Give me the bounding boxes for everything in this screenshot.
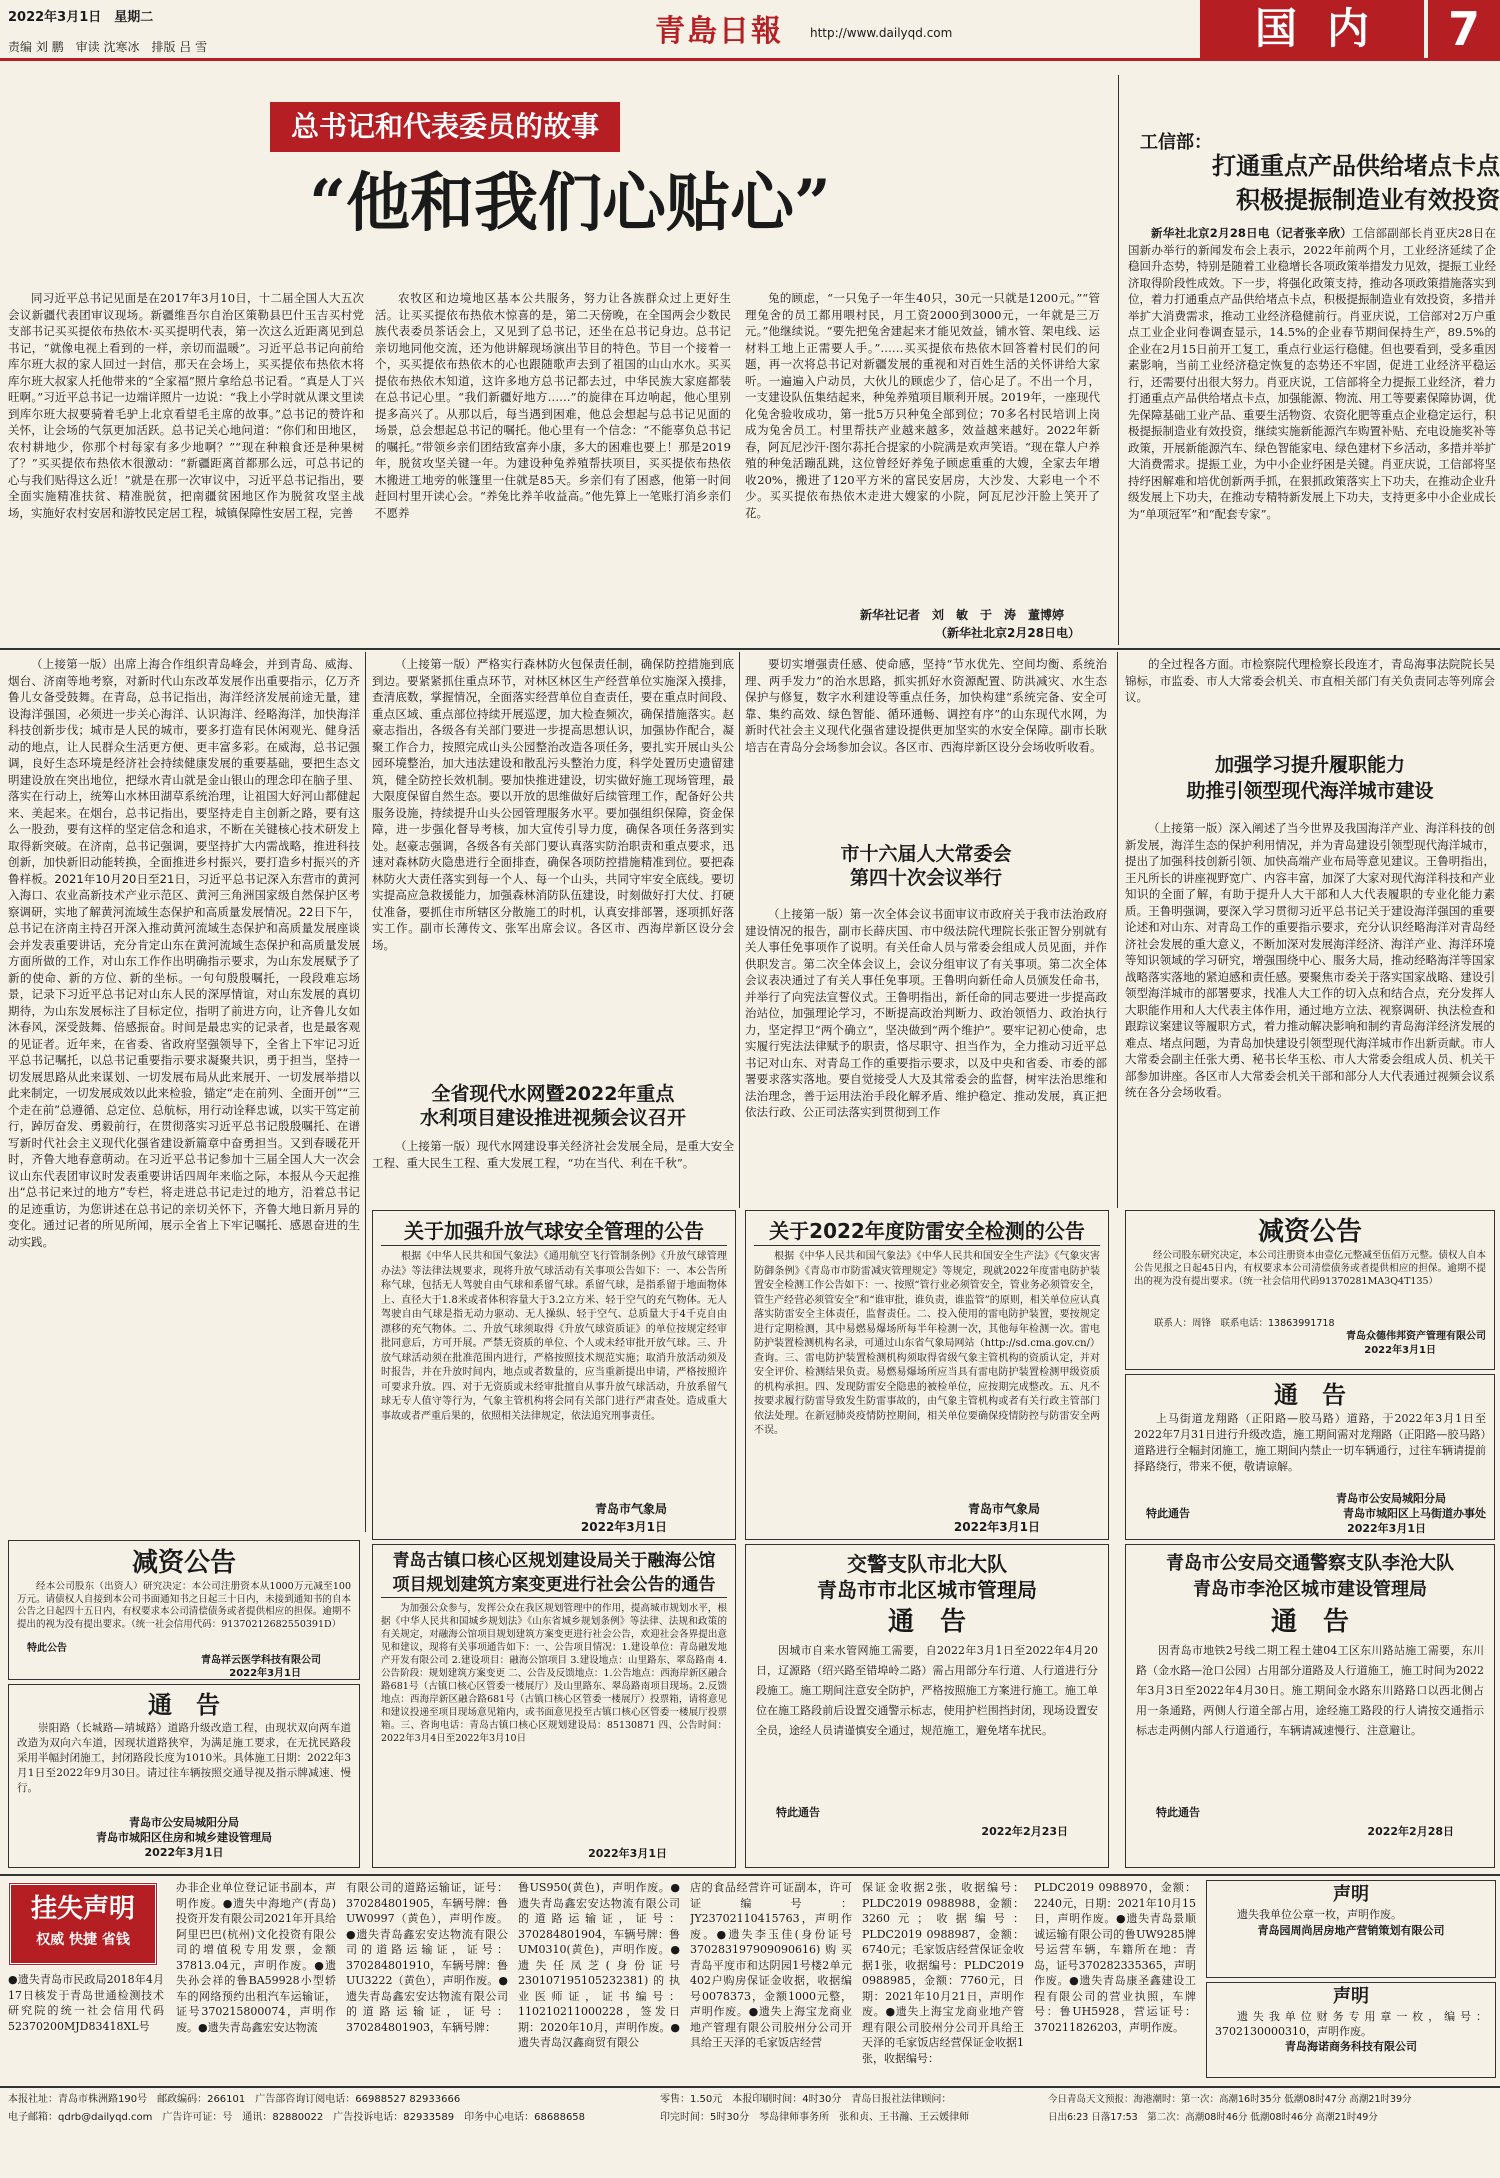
col-d-top: 的全过程各方面。市检察院代理检察长段连才，青岛海事法院院长吴锦标，市监委、市人大常委会机关、市直相关部门有关负责同志等列席会议。 (1125, 657, 1495, 704)
notice-capital-signer: 青岛众德伟邦资产管理有限公司 (1346, 1331, 1486, 1342)
notice-road1-title: 通 告 (1274, 1381, 1346, 1409)
notice-road2-signer2: 青岛市城阳区住房和城乡建设管理局 (96, 1831, 272, 1844)
notice-road1-signer1: 青岛市公安局城阳分局 (1336, 1492, 1446, 1505)
notice-traffic2 (1125, 1544, 1495, 1868)
story2-body (1128, 225, 1496, 643)
header-date: 2022年3月1日 星期二 (8, 10, 154, 25)
notice-road1-special: 特此通告 (1146, 1507, 1190, 1520)
section-label: 国内 (1254, 4, 1399, 53)
classified-col5: 保证金收据2张，收据编号：PLDC2019 0988988，金额：3260元；收据编号：PLDC2019 0988987，金额：6740元；毛家饭店经营保证金收据1张，收据编号：PLDC2019 0988985，金额：7760元，日期：2021年10月21日，声明作废。●遗失上海宝龙商业地产管理有限公司胶州分公司开具给王天泽的毛家饭店经营保证金收据1张，收据编号： (862, 1881, 1024, 2065)
notice-traffic2-special: 特此通告 (1156, 1806, 1200, 1819)
col-d-headline-line1: 加强学习提升履职能力 (1214, 754, 1405, 776)
notice-traffic2-title-line3: 通 告 (1270, 1607, 1349, 1637)
section-rule-1 (0, 648, 1500, 650)
notice-traffic2-title-line1: 青岛市公安局交通警察支队李沧大队 (1166, 1553, 1454, 1574)
notice-traffic1-title-line3: 通 告 (887, 1607, 966, 1637)
footer-right-line2: 日出6:23 日落17:53 第二次：高潮08时46分 低潮08时46分 高潮21时49分 (1048, 2112, 1378, 2123)
story1-dateline: （新华社北京2月28日电） (935, 626, 1081, 640)
classified-badge-sub: 权威 快捷 省钱 (36, 1932, 130, 1948)
notice-road1-signer2: 青岛市城阳区上马街道办事处 (1343, 1507, 1486, 1520)
story2-lead: 新华社北京2月28日电（记者张辛欣） (1151, 226, 1352, 240)
footer-left-line2: 电子邮箱：qdrb@dailyqd.com 广告许可证：号 通讯：82880022 广告投诉电话：82933589 印务中心电话：68688658 (8, 2112, 586, 2123)
masthead-logo: 青島日報 (655, 14, 783, 49)
col-rule-a (365, 652, 366, 1532)
declaration-1-title: 声明 (1333, 1884, 1369, 1905)
col-d-body: （上接第一版）深入阐述了当今世界及我国海洋产业、海洋科技的创新发展，海洋生态的保护利用情况，并为青岛建设引领型现代海洋城市，提出了加强科技创新引领、加快高端产业布局等意见建议。王鲁明指出，王凡所长的讲座视野宽广、内容丰富，加深了大家对现代海洋科技和产业知识的全面了解，有助于提升人大干部和人大代表履职的专业化能力素质。王鲁明强调，要深入学习贯彻习近平总书记关于建设海洋强国的重要论述和对山东、对青岛工作的重要指示要求，充分认识经略海洋对青岛经济社会发展的重大意义，不断加深对发展海洋经济、海洋产业、海洋环境等知识领域的学习研究，增强围绕中心、服务大局，推动经略海洋等国家战略落实落地的紧迫感和责任感。要聚焦市委关于落实国家战略、建设引领型海洋城市的部署要求，找准人大工作的切入点和结合点，充分发挥人大职能作用和人大代表主体作用，通过地方立法、视察调研、执法检查和跟踪议案建议等履职方式，着力推动解决影响和制约青岛海洋经济发展的难点、堵点问题，为青岛加快建设引领型现代海洋城市作出新贡献。市人大常委会副主任张大勇、秘书长华玉松、市人大常委会组成人员、机关干部参加讲座。各区市人大常委会机关干部和部分人大代表通过视频会议系统在各分会场收看。 (1125, 821, 1495, 1099)
notice-traffic1-special: 特此通告 (776, 1806, 820, 1819)
story1-col3: 兔的顾虑，“一只兔子一年生40只，30元一只就是1200元。”“管理兔舍的员工都用喂村民，月工资2000到3000元，一年就是三万元。”他继续说。“要先把兔舍建起来才能见效益，铺水管、架电线、运材料工地上正需要人手。”……买买提依布热依木回答着村民们的问题，再一次将总书记对新疆发展的重视和对百姓生活的关怀讲给大家听。一遍遍入户动员，大伙儿的顾虑少了，信心足了。不出一个月，一支建设队伍集结起来，种兔养殖项目顺利开展。2019年，一座现代化兔舍验收成功，第一批5万只种兔全部到位；70多名村民培训上岗成为兔舍员工。村里帮扶产业越来越多，效益越来越好。2022年新春，阿瓦尼沙汗·图尔荪托合提家的小院满是欢声笑语。“现在靠人户养殖的种兔活蹦乱跳，这位曾经好养兔子顾虑重重的大嫂，全家去年增收20%，搬进了120平方米的富民安居房，大沙发、大彩电一个不少。买买提依布热依木走进大嫂家的小院，阿瓦尼沙汗脸上笑开了花。 (745, 291, 1100, 520)
notice-balloon-title: 关于加强升放气球安全管理的公告 (381, 1217, 727, 1246)
col-c-headline-line1: 市十六届人大常委会 (840, 843, 1012, 865)
story1-col2: 农牧区和边境地区基本公共服务，努力让各族群众过上更好生活。让买买提依布热依木惊喜的是，第二天傍晚，在全国两会少数民族代表委员茶话会上，又见到了总书记，还坐在总书记身边。总书记亲切地同他交流，还为他讲解现场演出节目的特色。节目一个接着一个，买买提依布热依木的心也跟随歌声去到了祖国的山山水水。买买提依布热依木知道，这许多地方总书记都去过，中华民族大家庭都装在总书记心里。“我们新疆好地方……”的旋律在耳边响起，他心里别提多高兴了。从那以后，每当遇到困难，他总会想起与总书记见面的场景，总会想起总书记的嘱托。他心里有一个信念：“不能辜负总书记的嘱托。”带领乡亲们团结致富奔小康，多大的困难也要上！那是2019年，脱贫攻坚关键一年。为建设种兔养殖帮扶项目，买买提依布热依木搬进工地旁的帐篷里一住就是85天。乡亲们有了困惑，他第一时间赶回村里开读心会。“养兔比养羊收益高。”他先算上一笔账打消乡亲们不愿养 (375, 291, 731, 520)
notice-road2-signer1: 青岛市公安局城阳分局 (129, 1816, 239, 1829)
notice-plan-title-line1: 青岛古镇口核心区规划建设局关于融海公馆 (392, 1551, 716, 1571)
col-rule-b (739, 652, 740, 1208)
story1-kicker-box (270, 102, 620, 152)
notice-plan-title-line2: 项目规划建筑方案变更进行社会公告的通告 (381, 1573, 727, 1598)
footer-mid-line2: 印完时间：5时30分 琴岛律师事务所 张和贞、王书瀚、王云媛律师 (660, 2112, 970, 2123)
footer-left-line1: 本报社址：青岛市株洲路190号 邮政编码：266101 广告部咨询订阅电话：66988527 82933666 (8, 2094, 461, 2105)
col-b-headline-body: （上接第一版）现代水网建设事关经济社会发展全局，是重大安全工程、重大民生工程、重大发展工程，“功在当代、利在千秋”。 (372, 1139, 734, 1170)
notice-road1-body: 上马街道龙翔路（正阳路—胶马路）道路，于2022年3月1日至2022年7月31日进行升级改造，施工期间需对龙翔路（正阳路—胶马路）道路进行全幅封闭施工，施工期间内禁止一切车辆通行，过往车辆请提前择路绕行，带来不便，敬请谅解。 (1134, 1412, 1486, 1473)
header-editors: 责编 刘 鹏 审读 沈寒冰 排版 吕 雪 (8, 40, 208, 54)
classified-col6: PLDC2019 0988970，金额：2240元，日期：2021年10月15日，声明作废。●遗失青岛景顺诚运输有限公司的鲁UW9285牌号运营车辆，车籍所在地：青岛，证号370282335365，声明作废。●遗失青岛康圣鑫建设工程有限公司的营业执照，车牌号：鲁UH5928，营运证号：370211826203，声明作废。 (1034, 1881, 1196, 2034)
notice-capital-contact: 联系人：周锋 联系电话：13863991718 (1154, 1318, 1335, 1329)
col-b: （上接第一版）严格实行森林防火包保责任制，确保防控措施到底到边。要紧紧抓住重点环节，对林区林区生产经营单位实施深入摸排，查清底数，掌握情况，全面落实经营单位自查责任，要在重点时间段、重点区域、重点部位持续开展巡逻，加大检查频次，确保措施落实。赵豪志指出，各级各有关部门要进一步提高思想认识，加强协作配合，凝聚工作合力，按照完成山头公园整治改造各项任务，要扎实开展山头公园环境整治，加大违法建设和散乱污头整治力度，科学处置历史遗留建筑，健全防控长效机制。要加快推进建设，切实做好施工现场管理，最大限度保留自然生态。要以开放的思维做好后续管理工作，配备好公共服务设施，持续提升山头公园管理服务水平。要加强组织保障，资金保障，进一步强化督导考核，加大宣传引导力度，确保各项任务落到实处。赵豪志强调，各级各有关部门要认真落实防治职责和重点要求，迅速对森林防火隐患进行全面排查，确保各项防控措施精准到位。要把森林防火大责任落实到每一个人、每一个山头，共同守牢安全底线。要切实提高应急救援能力，加强森林消防队伍建设，时刻做好打大仗、打硬仗准备，要抓住市所辖区分散施工的时机，认真安排部署，逐项抓好落实工作。副市长薄传文、张军出席会议。各区市、西海岸新区设分会场。 (372, 657, 734, 952)
header-rule (0, 58, 1500, 61)
notice-balloon-date: 2022年3月1日 (580, 1520, 667, 1534)
notice-capital2-signer: 青岛祥云医学科技有限公司 (201, 1655, 321, 1666)
notice-lightning-body: 根据《中华人民共和国气象法》《中华人民共和国安全生产法》《气象灾害防御条例》《青岛市市防雷减灾管理规定》等规定，现就2022年度雷电防护装置安全检测工作公告如下：一、按照“管行业必须管安全，管业务必须管安全，管生产经营必须管安全”和“谁审批，谁负责，谁监管”的原则，相关单位应认真落实防雷安全主体责任，监督责任。二、投入使用的雷电防护装置，要按规定进行定期检测，其中易燃易爆场所每半年检测一次，其他每年检测一次。雷电防护装置检测机构名录，可通过山东省气象局网站（http://sd.cma.gov.cn/）查询。三、雷电防护装置检测机构须取得省级气象主管机构的资质认定，并对安全评价、检测结果负责。易燃易爆场所应当具有雷电防护装置检测甲级资质的机构承担。四、发现防雷安全隐患的被检单位，应按期完成整改。五、凡不按要求履行防雷导致发生防雷事故的，由气象主管机构或者有关行政主管部门依法处理。在新冠肺炎疫情防控期间，相关单位要确保疫情防控与防雷安全两不误。 (754, 1251, 1100, 1436)
declaration-2-title: 声明 (1333, 1986, 1369, 2007)
notice-capital2-date: 2022年3月1日 (229, 1668, 301, 1679)
notice-traffic1-body: 因城市自来水管网施工需要，自2022年3月1日至2022年4月20日，辽源路（绍兴路至错埠岭二路）需占用部分车行道、人行道进行分段施工。施工期间注意安全防护，严格按照施工方案进行施工。施工单位在施工路段前后设置交通警示标志，使用护栏围挡封闭，现场设置安全员，途经人员请谨慎安全通过，规范施工，避免堵车扰民。 (756, 1644, 1098, 1737)
story2-title-line1: 打通重点产品供给堵点卡点 (1212, 152, 1500, 180)
classified-badge (8, 1882, 158, 1966)
notice-road2 (8, 1684, 360, 1868)
story-divider-vertical (1118, 75, 1119, 645)
notice-road2-body: 崇阳路（长城路—靖城路）道路升级改造工程，由现状双向两车道改造为双向六车道，因现状道路狭窄，为满足施工要求，在无扰民路段采用半幅封闭施工，封闭路段长度为1010米。具体施工日期：2022年3月1日至2022年9月30日。请过往车辆按照交通导视及指示牌减速、慢行。 (17, 1722, 351, 1794)
classified-col1: 办非企业单位登记证书副本，声明作废。●遗失中海地产(青岛)投资开发有限公司2021年开具给阿里巴巴(杭州)文化投资有限公司的增值税专用发票，金额37813.04元，声明作废。●遗失孙会祥的鲁BA59928小型轿车的网络预约出租汽车运输证，证号370215800074，声明作废。●遗失青岛鑫宏安达物流 (176, 1881, 336, 2034)
story1-col1: 同习近平总书记见面是在2017年3月10日，十二届全国人大五次会议新疆代表团审议现场。新疆维吾尔自治区策勒县巴什玉吉买村党支部书记买买提依布热依木·买买提明代表，第一次这么近距离见到总书记，“就像电视上看到的一样，亲切而温暖”。习近平总书记向前给库尔班大叔的家人回过一封信，那天在会场上，买买提依布热依木将库尔班大叔家人托他带来的“全家福”照片拿给总书记看。“真是人丁兴旺啊。”习近平总书记一边端详照片一边说：“我上小学时就从课文里读到库尔班大叔要骑着毛驴上北京看望毛主席的故事。”总书记的赞许和关怀，让会场的气氛更加活跃。总书记关心地问道：“你们和田地区，农村耕地少，你那个村每家有多少地啊？”“现在种粮食还是种果树了？”买买提依布热依木很激动：“新疆距离首都那么远，可总书记的心与我们贴得这么近！”就是在那一次审议中，习近平总书记指出，要全面实施精准扶贫、精准脱贫，把南疆贫困地区作为脱贫攻坚主战场，实施好农村安居和游牧民定居工程，城镇保障性安居工程，完善 (8, 291, 364, 520)
notice-road2-title: 通 告 (148, 1691, 220, 1719)
notice-capital-title: 减资公告 (1257, 1217, 1362, 1247)
notice-road2-date: 2022年3月1日 (144, 1846, 224, 1859)
classified-col4: 店的食品经营许可证副本，许可证编号：JY23702110415763，声明作废。●遗失李玉佳(身份证号370283197909090616)购买青岛平度市和达阴园1号楼2单元402户购房保证金收据，收据编号0078373，金额1000元整，声明作废。●遗失上海宝龙商业地产管理有限公司胶州分公司开具给王天泽的毛家饭店经营 (690, 1881, 852, 2049)
notice-lightning-signer: 青岛市气象局 (967, 1502, 1040, 1516)
col-c-headline-body: （上接第一版）第一次全体会议书面审议市政府关于我市法治政府建设情况的报告，副市长薛庆国、市中级法院代理院长张正智分别就有关人事任免事项作了说明。有关任命人员与常委会组成人员见面，并作供职发言。第二次全体会议上，会议分组审议了有关事项。第二次全体会议表决通过了有关人事任免事项。王鲁明向新任命人员颁发任命书，并举行了向宪法宣誓仪式。王鲁明指出，新任命的同志要进一步提高政治站位，加强理论学习，不断提高政治判断力、政治领悟力、政治执行力，坚定捍卫“两个确立”，坚决做到“两个维护”。要牢记初心使命，忠实履行宪法法律赋予的职责，恪尽职守、担当作为，全力推动习近平总书记对山东、对青岛工作的重要指示要求，以及中央和省委、市委的部署要求落实落地。要自觉接受人大及其常委会的监督，树牢法治思维和法治理念，善于运用法治手段化解矛盾、维护稳定、推动发展，真正把依法行政、公正司法落实到贯彻到工作 (745, 907, 1107, 1119)
col-c-headline-line2: 第四十次会议举行 (849, 867, 1002, 889)
notice-plan (372, 1544, 736, 1868)
footer-rule (0, 2086, 1500, 2088)
notice-capital-body: 经公司股东研究决定，本公司注册资本由壹亿元整减至伍佰万元整。债权人自本公告见报之日起45日内，有权要求本公司清偿债务或者提供相应的担保。逾期不提出的视为没有提出要求。（统一社会信用代码91370281MA3Q4T135） (1134, 1250, 1486, 1287)
notice-traffic2-title-line2: 青岛市李沧区城市建设管理局 (1193, 1579, 1427, 1600)
notice-traffic2-date: 2022年2月28日 (1367, 1825, 1454, 1838)
classified-col3: 鲁US950(黄色)，声明作废。●遗失青岛鑫宏安达物流有限公司的道路运输证，证号：370284801904，车辆号牌：鲁UM0310(黄色)，声明作废。●遗失任凤芝(身份证号230107195105232381)的执业医师证，证书编号：110210211000228，签发日期：2020年10月，声明作废。●遗失青岛汉鑫商贸有限公 (518, 1881, 680, 2049)
notice-road1-date: 2022年3月1日 (1347, 1522, 1426, 1535)
col-rule-c (1117, 652, 1118, 1208)
notice-traffic1 (745, 1544, 1109, 1868)
footer-mid-line1: 零售：1.50元 本报印刷时间：4时30分 青岛日报社法律顾问： (660, 2094, 952, 2105)
header-url[interactable]: http://www.dailyqd.com (810, 26, 953, 40)
notice-capital-date: 2022年3月1日 (1364, 1345, 1436, 1356)
footer-right-line1: 今日青岛天文预报：海港潮时：第一次：高潮16时35分 低潮08时47分 高潮21时39分 (1048, 2094, 1412, 2105)
story2-kicker: 工信部： (1140, 132, 1212, 153)
col-c: 要切实增强责任感、使命感，坚持“节水优先、空间均衡、系统治理、两手发力”的治水思路，抓实抓好水资源配置、防洪减灾、水生态保护与修复，数字水利建设等重点任务，加快构建“系统完备、安全可靠、集约高效、绿色智能、循环通畅、调控有序”的山东现代水网，为新时代社会主义现代化强省建设提供更加坚实的水安全保障。副市长耿培吉在青岛分会场参加会议。各区市、西海岸新区设分会场收听收看。 (745, 657, 1107, 754)
story2-body-text: 工信部副部长肖亚庆28日在国新办举行的新闻发布会上表示，2022年前两个月，工业经济延续了企稳回升态势，特别是随着工业稳增长各项政策举措发力见效，提振工业经济取得阶段性成效。下一步，将强化政策支持，推动各项政策措施落实到位，着力打通重点产品供给堵点卡点，积极提振制造业有效投资，多措并举扩大消费需求，推动工业经济稳健前行。肖亚庆说，工信部对2万户重点工业企业问卷调查显示，14.5%的企业春节期间保持生产，89.5%的企业在2月15日前开工复工，重点行业运行稳健。但也要看到，受多重因素影响，当前工业经济稳定恢复的态势还不牢固，促进工业经济平稳运行，还需要付出很大努力。肖亚庆说，工信部将全力提振工业经济，着力打通重点产品供给堵点卡点，加强能源、物流、用工等要素保障协调，优先保障基础工业产品、重要生活物资、农资化肥等重点企业稳定运行，积极提振制造业有效投资，继续实施新能源汽车购置补贴、充电设施奖补等政策，开展新能源汽车、绿色智能家电、绿色建材下乡活动，多措并举扩大消费需求。提振工业，为中小企业纾困是关键。肖亚庆说，工信部将坚持纾困解难和培优创新两手抓，在狠抓政策落实上下功夫，在推动企业升级发展上下功夫，在推动专精特新发展上下功夫，支持更多中小企业成长为“单项冠军”和“配套专家”。 (1128, 226, 1496, 521)
story1-title: “他和我们心贴心” (309, 166, 831, 241)
notice-traffic2-body: 因青岛市地铁2号线二期工程土建04工区东川路站施工需要，东川路（金水路—沧口公园）占用部分道路及人行道施工，施工时间为2022年3月3日至2022年4月30日。施工期间金水路东川路路口以西北侧占用一条通路，两侧人行道全部占用，途经施工路段的行人请按交通指示标志走两侧内部人行道通行，车辆请减速慢行、注意避让。 (1136, 1644, 1484, 1737)
notice-lightning-date: 2022年3月1日 (953, 1520, 1040, 1534)
notice-lightning (745, 1210, 1109, 1540)
declaration-1-body: 遗失我单位公章一枚，声明作废。 (1237, 1908, 1402, 1921)
section-rule-2 (0, 1874, 1500, 1876)
notice-plan-date: 2022年3月1日 (588, 1847, 667, 1860)
col-b-headline-line1: 全省现代水网暨2022年重点 (431, 1083, 675, 1105)
notice-capital (1125, 1210, 1495, 1370)
notice-capital2 (8, 1540, 360, 1680)
page-number-box (1428, 0, 1500, 58)
notice-traffic1-title-line1: 交警支队市北大队 (847, 1552, 1007, 1576)
notice-capital2-title: 减资公告 (131, 1548, 236, 1578)
col-a: （上接第一版）出席上海合作组织青岛峰会，并到青岛、威海、烟台、济南等地考察，对新时代山东改革发展作出重要指示，亿万齐鲁儿女备受鼓舞。在青岛，总书记指出，海洋经济发展前途无量，建设海洋强国，必须进一步关心海洋、认识海洋、经略海洋，加快海洋科技创新步伐；城市是人民的城市，要多打造有民休闲观光、健身活动的地点，让人民群众生活更方便、更丰富多彩。在威海，总书记强调，良好生态环境是经济社会持续健康发展的重要基础，要把生态文明建设放在突出地位，把绿水青山就是金山银山的理念印在脑子里、落实在行动上，统筹山水林田湖草系统治理，让祖国大好河山都健起来、美起来。在烟台，总书记指出，要坚持走自主创新之路，要有这么一股劲，要有这样的坚定信念和追求，不断在关键核心技术研发上取得新突破。在济南，总书记强调，要坚持扩大内需战略，推进科技创新，加快新旧动能转换，全面推进乡村振兴，要打造乡村振兴的齐鲁样板。2021年10月20日至21日，习近平总书记深入东营市的黄河入海口、农业高新技术产业示范区、黄河三角洲国家级自然保护区考察调研，实地了解黄河流域生态保护和高质量发展情况。22日下午，总书记在济南主持召开深入推动黄河流域生态保护和高质量发展座谈会并发表重要讲话，充分肯定山东在黄河流域生态保护和高质量发展方面所做的工作，对山东工作作出明确指示要求，为山东发展赋予了新的使命、新的方位、新的坐标。一句句殷殷嘱托，一段段难忘场景，记录下习近平总书记对山东人民的深厚情谊，对山东发展的真切期待，为山东发展标注了目标定位，指明了前进方向，让齐鲁儿女如沐春风，深受鼓舞、倍感振奋。时间是最忠实的记录者，也是最客观的见证者。近年来，在省委、省政府坚强领导下，全省上下牢记习近平总书记嘱托，以总书记重要指示要求凝聚共识，勇于担当，坚持一切发展思路从此来谋划、一切发展布局从此来展开、一切发展举措以此来制定，一切发展成效以此来检验，锚定“走在前列、全面开创”“三个走在前”总遵循、总定位、总航标，用行动诠释忠诚，以实干笃定前行，踔厉奋发、勇毅前行，在贯彻落实习近平总书记殷殷嘱托、在谱写新时代社会主义现代化强省建设新篇章中奋勇担当。又到春暖花开时，齐鲁大地春意萌动。在习近平总书记参加十三届全国人大一次会议山东代表团审议时发表重要讲话四周年来临之际，本报从今天起推出“总书记来过的地方”专栏，将走进总书记走过的地方，沿着总书记的足迹重访，为您讲述在总书记的亲切关怀下，齐鲁大地日新月异的变化。通过记者的所见所闻，展示全省上下牢记嘱托、感恩奋进的生动实践。 (8, 657, 360, 1249)
notice-balloon-body: 根据《中华人民共和国气象法》《通用航空飞行管制条例》《升放气球管理办法》等法律法规要求，现将升放气球活动有关事项公告如下：一、本公告所称气球，包括无人驾驶自由气球和系留气球。系留气球，是指系留于地面物体上、直径大于1.8米或者体积容量大于3.2立方米、轻于空气的充气物体。无人驾驶自由气球是指无动力驱动、无人操纵、轻于空气、总质量大于4千克自由漂移的充气物体。二、升放气球须取得《升放气球资质证》的单位按规定经审批同意后，方可开展。严禁无资质的单位、个人或未经审批开放气球。三、升放气球活动须在批准范围内进行，严格按照技术规范实施；取消升放活动须及时报告，并在升放时间内，地点或者数量的，应当重新提出申请，严格按照许可要求升放。四、对于无资质或未经审批擅自从事升放气球活动，升放系留气球无专人值守等行为，气象主管机构将会同有关部门进行严肃查处。造成重大事故或者严重后果的，依照相关法律规定，依法追究刑事责任。 (381, 1251, 727, 1422)
col-d-headline-line2: 助推引领型现代海洋城市建设 (1186, 780, 1434, 802)
declaration-2 (1206, 1982, 1496, 2078)
declaration-1-signer: 青岛园周尚居房地产营销策划有限公司 (1257, 1924, 1445, 1937)
notice-plan-body: 为加强公众参与，发挥公众在我区规划管理中的作用，提高城市规划水平，根据《中华人民共和国城乡规划法》《山东省城乡规划条例》等法律、法规和政策的有关规定，对融海公馆项目规划建筑方案变更进行社会公告，欢迎社会各界提出意见和建议，现将有关事项通告如下：一、公告项目情况：1.建设单位：青岛融发地产开发有限公司 2.建设项目：融海公馆项目 3.建设地点：山里路东、翠岛路南 4.公告阶段：规划建筑方案变更 二、公告及反馈地点：1.公告地点：西海岸新区融合路681号（古镇口核心区管委一楼展厅）及山里路东、翠岛路南项目现场。2.反馈地点：西海岸新区融合路681号（古镇口核心区管委一楼展厅）投票箱，请将意见和建议投递至项目现场意见箱内，或书面意见投至古镇口核心区管委一楼展厅投票箱。三、咨询电话：青岛古镇口核心区规划建设局：85130871 四、公告时间：2022年3月4日至2022年3月10日 (381, 1603, 727, 1744)
section-label-box (1200, 0, 1424, 58)
story1-byline: 新华社记者 刘 敏 于 涛 董博婷 (860, 608, 1065, 622)
notice-traffic1-title-line2: 青岛市市北区城市管理局 (817, 1578, 1037, 1602)
notice-traffic1-date: 2022年2月23日 (981, 1825, 1068, 1838)
page-number: 7 (1447, 2, 1480, 56)
col-b-headline-line2: 水利项目建设推进视频会议召开 (419, 1107, 686, 1129)
notice-road1 (1125, 1374, 1495, 1540)
notice-balloon (372, 1210, 736, 1540)
story1-kicker: 总书记和代表委员的故事 (290, 110, 599, 143)
notice-capital2-special: 特此公告 (27, 1643, 67, 1654)
declaration-2-body: 遗失我单位财务专用章一枚，编号：3702130000310，声明作废。 (1215, 2010, 1487, 2038)
classified-badge-title: 挂失声明 (30, 1894, 135, 1924)
notice-balloon-signer: 青岛市气象局 (594, 1502, 667, 1516)
declaration-1 (1206, 1880, 1496, 1978)
declaration-2-signer: 青岛海诺商务科技有限公司 (1285, 2040, 1417, 2053)
notice-capital2-body: 经本公司股东（出资人）研究决定：本公司注册资本从1000万元减至100万元。请债权人自接到本公司书面通知书之日起三十日内，未接到通知书的自本公告之日起四十五日内，有权要求本公司清偿债务或者提供相应的担保。逾期不提出的视为没有提出要求。（统一社会信用代码：91370212682550391D） (17, 1581, 351, 1630)
classified-col0: ●遗失青岛市民政局2018年4月17日核发于青岛世通检测技术研究院的统一社会信用代码52370200MJD83418XL号 (8, 1973, 164, 2033)
story2-title-line2: 积极提振制造业有效投资 (1236, 186, 1500, 214)
notice-lightning-title: 关于2022年度防雷安全检测的公告 (754, 1217, 1100, 1246)
classified-col2: 有限公司的道路运输证，证号：370284801905，车辆号牌：鲁UW0997（黄色），声明作废。●遗失青岛鑫宏安达物流有限公司的道路运输证，证号：370284801910，车辆号牌：鲁UU3222（黄色），声明作废。●遗失青岛鑫宏安达物流有限公司的道路运输证，证号：370284801903，车辆号牌： (346, 1881, 508, 2034)
